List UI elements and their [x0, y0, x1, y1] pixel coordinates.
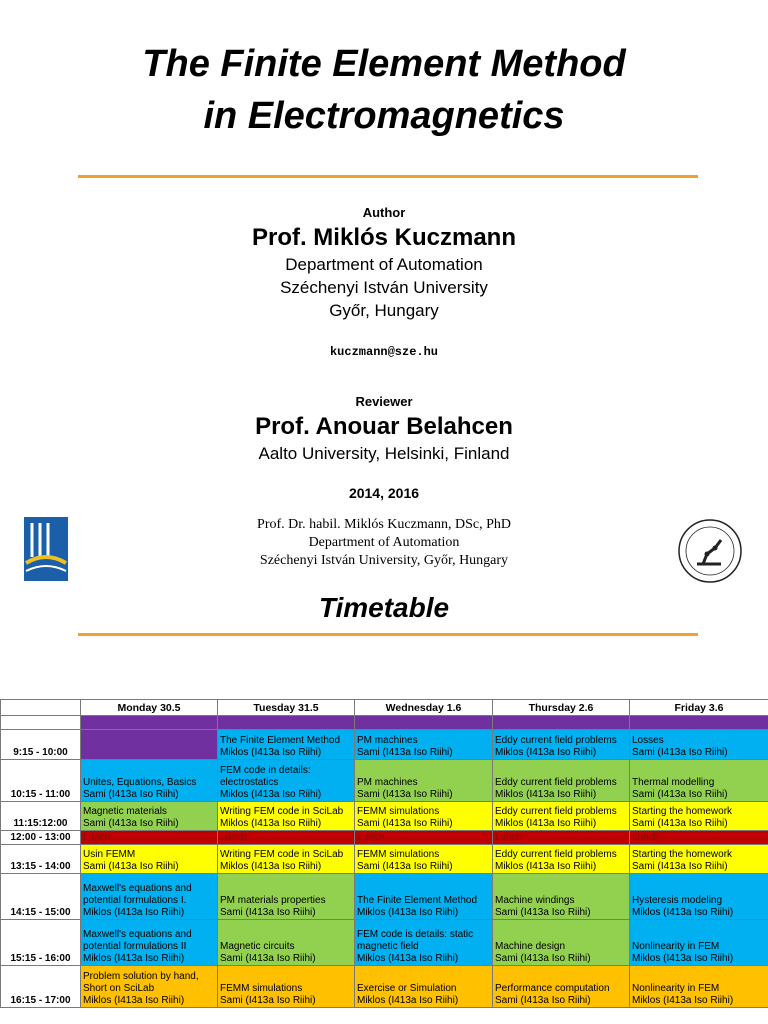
session-cell: Usin FEMM Sami (I413a Iso Riihi)	[81, 845, 218, 874]
session-cell: Lunch	[218, 831, 355, 845]
table-row	[1, 920, 768, 966]
timetable-divider	[78, 633, 698, 636]
session-cell: Writing FEM code in SciLab Miklos (I413a Iso Riihi)	[218, 802, 355, 831]
session-cell: PM machines Sami (I413a Iso Riihi)	[355, 730, 493, 760]
session-cell: PM machines Sami (I413a Iso Riihi)	[355, 760, 493, 802]
session-cell: FEM code in details: electrostatics Miklos (I413a Iso Riihi)	[218, 760, 355, 802]
time-slot: 15:15 - 16:00	[1, 920, 81, 966]
day-header: Wednesday 1.6	[355, 700, 493, 716]
session-cell: Nonlinearity in FEM Miklos (I413a Iso Riihi)	[630, 920, 768, 966]
years: 2014, 2016	[348, 485, 420, 501]
footer-line-2: Department of Automation	[308, 535, 460, 550]
author-city: Győr, Hungary	[329, 301, 439, 320]
session-cell: FEMM simulations Sami (I413a Iso Riihi)	[355, 802, 493, 831]
time-slot: 9:15 - 10:00	[1, 730, 81, 760]
session-cell	[218, 716, 355, 730]
session-cell: Hysteresis modeling Miklos (I413a Iso Riihi)	[630, 874, 768, 920]
session-cell: Unites, Equations, Basics Sami (I413a Iso Riihi)	[81, 760, 218, 802]
session-cell: Starting the homework Sami (I413a Iso Riihi)	[630, 845, 768, 874]
department-seal-icon	[677, 518, 743, 584]
session-cell: Starting the homework Sami (I413a Iso Riihi)	[630, 802, 768, 831]
table-row	[1, 730, 768, 760]
session-cell: Maxwell's equations and potential formulations I. Miklos (I413a Iso Riihi)	[81, 874, 218, 920]
session-cell: Machine design Sami (I413a Iso Riihi)	[493, 920, 630, 966]
session-cell: FEMM simulations Sami (I413a Iso Riihi)	[355, 845, 493, 874]
author-university: Széchenyi István University	[280, 278, 488, 297]
reviewer-name: Prof. Anouar Belahcen	[255, 413, 513, 440]
session-cell: Lunch	[81, 831, 218, 845]
reviewer-affiliation: Aalto University, Helsinki, Finland	[258, 444, 510, 463]
session-cell: Performance computation Sami (I413a Iso Riihi)	[493, 966, 630, 1008]
session-cell	[630, 716, 768, 730]
author-email[interactable]: kuczmann@sze.hu	[329, 345, 439, 359]
session-cell	[493, 716, 630, 730]
table-row	[1, 760, 768, 802]
session-cell: Eddy current field problems Miklos (I413a Iso Riihi)	[493, 760, 630, 802]
author-department: Department of Automation	[285, 255, 483, 274]
session-cell: Magnetic circuits Sami (I413a Iso Riihi)	[218, 920, 355, 966]
session-cell: FEM code is details: static magnetic field Miklos (I413a Iso Riihi)	[355, 920, 493, 966]
session-cell: Nonlinearity in FEM Miklos (I413a Iso Riihi)	[630, 966, 768, 1008]
session-cell: Problem solution by hand, Short on SciLab Miklos (I413a Iso Riihi)	[81, 966, 218, 1008]
session-cell: Eddy current field problems Miklos (I413a Iso Riihi)	[493, 845, 630, 874]
timetable-title: Timetable	[318, 592, 450, 623]
title-divider	[78, 175, 698, 178]
title-line-1: The Finite Element Method	[142, 43, 626, 85]
session-cell: Lunch	[355, 831, 493, 845]
session-cell: Eddy current field problems Miklos (I413a Iso Riihi)	[493, 730, 630, 760]
session-cell: PM materials properties Sami (I413a Iso Riihi)	[218, 874, 355, 920]
time-slot: 14:15 - 15:00	[1, 874, 81, 920]
session-cell	[355, 716, 493, 730]
session-cell: Thermal modelling Sami (I413a Iso Riihi)	[630, 760, 768, 802]
session-cell: Magnetic materials Sami (I413a Iso Riihi)	[81, 802, 218, 831]
table-row	[1, 802, 768, 831]
day-header: Monday 30.5	[81, 700, 218, 716]
author-name: Prof. Miklós Kuczmann	[251, 224, 517, 251]
timetable-corner	[1, 700, 81, 716]
footer-line-1: Prof. Dr. habil. Miklós Kuczmann, DSc, PhD	[257, 517, 511, 532]
session-cell: Maxwell's equations and potential formulations II Miklos (I413a Iso Riihi)	[81, 920, 218, 966]
session-cell: Exercise or Simulation Miklos (I413a Iso Riihi)	[355, 966, 493, 1008]
time-slot: 10:15 - 11:00	[1, 760, 81, 802]
table-row	[1, 831, 768, 845]
session-cell: FEMM simulations Sami (I413a Iso Riihi)	[218, 966, 355, 1008]
session-cell	[81, 730, 218, 760]
timetable-header-row	[1, 700, 768, 716]
author-label: Author	[362, 205, 406, 220]
table-row	[1, 874, 768, 920]
time-slot: 13:15 - 14:00	[1, 845, 81, 874]
time-slot: 12:00 - 13:00	[1, 831, 81, 845]
session-cell: The Finite Element Method Miklos (I413a Iso Riihi)	[218, 730, 355, 760]
session-cell: Writing FEM code in SciLab Miklos (I413a Iso Riihi)	[218, 845, 355, 874]
footer-line-3: Széchenyi István University, Győr, Hungary	[259, 553, 509, 568]
session-cell: The Finite Element Method Miklos (I413a Iso Riihi)	[355, 874, 493, 920]
reviewer-label: Reviewer	[355, 394, 413, 409]
timetable-table	[0, 699, 768, 1008]
time-slot: 16:15 - 17:00	[1, 966, 81, 1008]
time-slot: 11:15:12:00	[1, 802, 81, 831]
session-cell: Eddy current field problems Miklos (I413a Iso Riihi)	[493, 802, 630, 831]
session-cell: Lunch	[493, 831, 630, 845]
table-row	[1, 966, 768, 1008]
time-slot	[1, 716, 81, 730]
title-line-2: in Electromagnetics	[203, 95, 565, 137]
day-header: Tuesday 31.5	[218, 700, 355, 716]
session-cell	[81, 716, 218, 730]
day-header: Friday 3.6	[630, 700, 768, 716]
session-cell: Machine windings Sami (I413a Iso Riihi)	[493, 874, 630, 920]
session-cell: Losses Sami (I413a Iso Riihi)	[630, 730, 768, 760]
table-row	[1, 716, 768, 730]
day-header: Thursday 2.6	[493, 700, 630, 716]
document-title	[0, 38, 768, 142]
table-row	[1, 845, 768, 874]
session-cell: Lunch	[630, 831, 768, 845]
